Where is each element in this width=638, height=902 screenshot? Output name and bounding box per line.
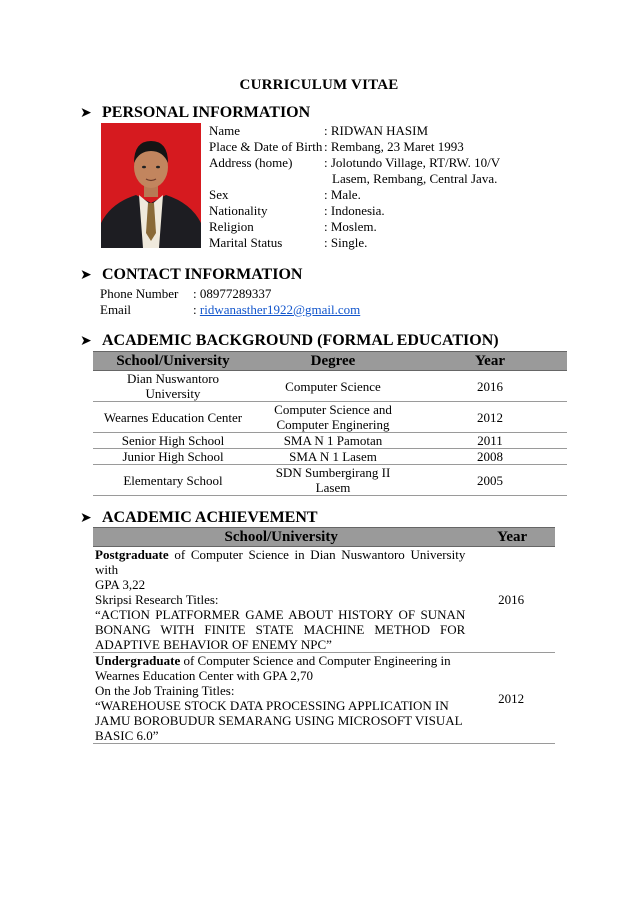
school-cell: Senior High School (93, 433, 253, 449)
column-header: School/University (93, 528, 469, 547)
degree-cell: Computer Science (253, 371, 413, 402)
school-cell: Wearnes Education Center (93, 402, 253, 433)
table-row (93, 547, 555, 653)
table-header-row (93, 528, 555, 547)
column-header: School/University (93, 352, 253, 371)
degree-cell: SDN Sumbergirang II Lasem (253, 465, 413, 496)
table-row (93, 653, 555, 744)
school-cell: Junior High School (93, 449, 253, 465)
year-cell: 2016 (469, 547, 555, 653)
arrow-bullet-icon: ➤ (80, 333, 92, 349)
achievement-description: Postgraduate of Computer Science in Dian Nuswantoro University with GPA 3,22 Skripsi Research Titles: “ACTION PLATFORMER GAME ABOUT HISTORY OF SUNAN BONANG WITH FINITE STATE MACHINE METHOD FOR ADAPTIVE BEHAVIOR OF ENEMY NPC” (93, 547, 469, 653)
achievement-table (93, 527, 555, 744)
year-cell: 2008 (413, 449, 567, 465)
column-header: Year (413, 352, 567, 371)
table-row (93, 449, 567, 465)
table-row (93, 371, 567, 402)
table-header-row (93, 352, 567, 371)
page-title: CURRICULUM VITAE (239, 77, 399, 93)
profile-photo (101, 123, 201, 248)
school-cell: Dian Nuswantoro University (93, 371, 253, 402)
section-contact (80, 266, 302, 284)
section-heading: ACADEMIC BACKGROUND (FORMAL EDUCATION) (102, 332, 499, 349)
column-header: Degree (253, 352, 413, 371)
degree-cell: Computer Science and Computer Enginering (253, 402, 413, 433)
section-heading: CONTACT INFORMATION (102, 266, 303, 283)
school-cell: Elementary School (93, 465, 253, 496)
table-row (93, 433, 567, 449)
section-heading: ACADEMIC ACHIEVEMENT (102, 509, 318, 526)
section-academic-background (80, 332, 499, 350)
email-link[interactable]: ridwanasther1922@gmail.com (199, 302, 361, 317)
contact-details: Phone Number : 08977289337 Email : ridwanasther1922@gmail.com (100, 286, 361, 317)
year-cell: 2012 (413, 402, 567, 433)
column-header: Year (469, 528, 555, 547)
education-table (93, 351, 567, 496)
personal-details: Name : RIDWAN HASIM Place & Date of Birth : Rembang, 23 Maret 1993 Address (home) : Jolotundo Village, RT/RW. 10/V Lasem, Rembang, Central Java. Sex : Male. Nationality : Indonesia. Religion : Moslem. Marital Status : Single. (209, 123, 501, 250)
arrow-bullet-icon: ➤ (80, 267, 92, 283)
year-cell: 2011 (413, 433, 567, 449)
achievement-description: Undergraduate of Computer Science and Computer Engineering in Wearnes Education Center with GPA 2,70 On the Job Training Titles: “WAREHOUSE STOCK DATA PROCESSING APPLICATION IN JAMU BOROBUDUR SEMARANG USING MICROSOFT VISUAL BASIC 6.0” (93, 653, 469, 744)
degree-cell: SMA N 1 Lasem (253, 449, 413, 465)
degree-cell: SMA N 1 Pamotan (253, 433, 413, 449)
section-academic-achievement (80, 509, 318, 527)
year-cell: 2016 (413, 371, 567, 402)
section-personal (80, 104, 310, 122)
arrow-bullet-icon: ➤ (80, 510, 92, 526)
section-heading: PERSONAL INFORMATION (102, 104, 311, 121)
year-cell: 2012 (469, 653, 555, 744)
arrow-bullet-icon: ➤ (80, 105, 92, 121)
table-row (93, 402, 567, 433)
table-row (93, 465, 567, 496)
year-cell: 2005 (413, 465, 567, 496)
